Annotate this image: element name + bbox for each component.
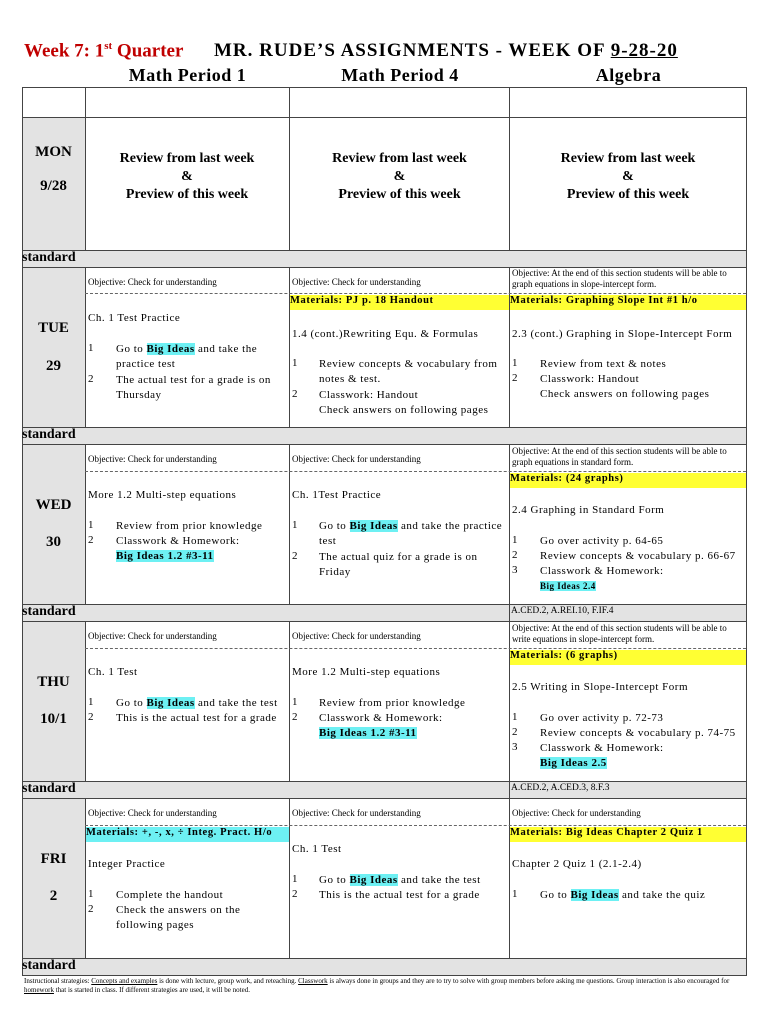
- objective-text: Objective: Check for understanding: [292, 631, 421, 641]
- standard-row: [22, 427, 747, 444]
- objective-text: Objective: Check for understanding: [88, 631, 217, 641]
- day-cell-thu: [22, 621, 85, 781]
- week-date: 9-28-20: [610, 40, 678, 61]
- materials-label: Materials: (6 graphs): [510, 650, 746, 665]
- assignment-item: Review concepts & vocabulary p. 66-67: [540, 550, 736, 562]
- day-date-wed: 30: [46, 534, 61, 550]
- column-header-algebra: Algebra: [595, 65, 662, 85]
- assignment-item: Check the answers on the following pages: [116, 904, 241, 931]
- assignment-item: Classwork & Homework: Big Ideas 1.2 #3-11: [116, 535, 240, 562]
- instructional-strategies-note: Instructional strategies: Concepts and examples is done with lecture, group work, and reteaching. Classwork is always done in groups and they are to try to solve with group members before asking me questions. Group interaction is also encouraged for homework that is started in class. If different strategies are used, it will be noted.: [24, 977, 730, 994]
- materials-label: Materials: Big Ideas Chapter 2 Quiz 1: [510, 827, 746, 842]
- day-name-fri: FRI: [40, 851, 67, 867]
- objective-text: Objective: Check for understanding: [88, 808, 217, 818]
- standard-row: [22, 958, 747, 975]
- day-date-tue: 29: [46, 358, 61, 374]
- standard-label: standard: [22, 958, 76, 973]
- standard-row: [22, 604, 747, 621]
- day-name-tue: TUE: [38, 320, 69, 336]
- quarter-label: Week 7: 1st Quarter: [24, 40, 184, 62]
- objective-text: Objective: At the end of this section students will be able to graph equations in standard form.: [512, 446, 727, 467]
- materials-label: Materials: Graphing Slope Int #1 h/o: [510, 295, 746, 310]
- day-cell-wed: [22, 444, 85, 604]
- monday-algebra: Review from last week & Preview of this week: [560, 151, 696, 202]
- lesson-title: Ch. 1 Test Practice: [88, 312, 181, 324]
- lesson-title: 2.5 Writing in Slope-Intercept Form: [512, 681, 689, 693]
- assignment-item: Review from text & notes: [540, 358, 667, 370]
- standard-row: [22, 781, 747, 798]
- assignment-item: Go over activity p. 64-65: [540, 535, 664, 547]
- day-name-thu: THU: [37, 674, 70, 690]
- lesson-title: 2.3 (cont.) Graphing in Slope-Intercept Form: [512, 328, 733, 340]
- assignment-item: Go to Big Ideas and take the test: [116, 697, 278, 709]
- objective-text: Objective: At the end of this section students will be able to write equations in slope-intercept form.: [512, 623, 727, 644]
- assignment-item: Classwork: Handout Check answers on following pages: [319, 389, 489, 416]
- assignment-item: Review from prior knowledge: [116, 520, 263, 532]
- assignment-item: This is the actual test for a grade: [319, 889, 480, 901]
- assignment-item: Go to Big Ideas and take the quiz: [540, 889, 706, 901]
- lesson-title: More 1.2 Multi-step equations: [292, 666, 441, 678]
- standard-label: standard: [22, 781, 76, 796]
- lesson-title: Chapter 2 Quiz 1 (2.1-2.4): [512, 858, 642, 870]
- materials-label: Materials: (24 graphs): [510, 473, 746, 488]
- monday-period1: Review from last week & Preview of this week: [119, 151, 255, 202]
- assignment-item: The actual quiz for a grade is on Friday: [319, 551, 478, 578]
- day-cell-tue: [22, 267, 85, 427]
- standard-label: standard: [22, 604, 76, 619]
- assignment-item: Review concepts & vocabulary from notes & test.: [319, 358, 498, 385]
- assignment-item: The actual test for a grade is on Thursday: [116, 374, 271, 401]
- objective-text: Objective: Check for understanding: [88, 454, 217, 464]
- day-date-thu: 10/1: [40, 711, 67, 727]
- objective-text: Objective: Check for understanding: [292, 808, 421, 818]
- assignment-item: Classwork: Handout Check answers on following pages: [540, 373, 710, 400]
- column-header-period1: Math Period 1: [128, 65, 247, 85]
- standards-wed-algebra: A.CED.2, A.REI.10, F.IF.4: [511, 606, 614, 616]
- standard-label: standard: [22, 427, 76, 442]
- assignment-title: MR. RUDE’S ASSIGNMENTS - WEEK OF 9-28-20: [214, 40, 678, 61]
- assignment-item: Classwork & Homework:: [540, 565, 664, 577]
- objective-text: Objective: Check for understanding: [512, 808, 641, 818]
- lesson-title: Integer Practice: [88, 858, 166, 870]
- assignment-item: Big Ideas 2.4: [540, 581, 596, 591]
- assignment-item: Go to Big Ideas and take the practice test: [116, 343, 258, 370]
- day-date-mon: 9/28: [40, 178, 67, 194]
- assignment-item: Complete the handout: [116, 889, 224, 901]
- materials-label: Materials: +, -, x, ÷ Integ. Pract. H/o: [86, 827, 289, 842]
- day-name-wed: WED: [35, 497, 72, 513]
- lesson-title: Ch. 1 Test: [292, 843, 342, 855]
- assignment-item: Go over activity p. 72-73: [540, 712, 664, 724]
- standard-row: [22, 250, 747, 267]
- lesson-title: 1.4 (cont.)Rewriting Equ. & Formulas: [292, 328, 479, 340]
- lesson-title: 2.4 Graphing in Standard Form: [512, 504, 665, 516]
- page-title: [24, 40, 754, 68]
- objective-text: Objective: Check for understanding: [292, 454, 421, 464]
- assignment-item: Classwork & Homework: Big Ideas 1.2 #3-11: [319, 712, 443, 739]
- assignment-item: Review from prior knowledge: [319, 697, 466, 709]
- assignment-item: This is the actual test for a grade: [116, 712, 277, 724]
- standard-label: standard: [22, 250, 76, 265]
- materials-label: Materials: PJ p. 18 Handout: [290, 295, 509, 310]
- objective-text: Objective: At the end of this section students will be able to graph equations in slope-intercept form.: [512, 268, 727, 289]
- objective-text: Objective: Check for understanding: [292, 277, 421, 287]
- assignment-item: Go to Big Ideas and take the test: [319, 874, 481, 886]
- standards-thu-algebra: A.CED.2, A.CED.3, 8.F.3: [511, 783, 610, 793]
- lesson-title: More 1.2 Multi-step equations: [88, 489, 237, 501]
- monday-period4: Review from last week & Preview of this week: [332, 151, 467, 202]
- objective-text: Objective: Check for understanding: [88, 277, 217, 287]
- lesson-title: Ch. 1Test Practice: [292, 489, 382, 501]
- day-cell-fri: [22, 798, 85, 958]
- day-date-fri: 2: [49, 888, 58, 904]
- column-header-period4: Math Period 4: [341, 65, 459, 85]
- assignment-item: Go to Big Ideas and take the practice test: [319, 520, 503, 547]
- day-name-mon: MON: [35, 144, 72, 160]
- assignment-item: Classwork & Homework: Big Ideas 2.5: [540, 742, 664, 769]
- assignment-item: Review concepts & vocabulary p. 74-75: [540, 727, 736, 739]
- lesson-title: Ch. 1 Test: [88, 666, 138, 678]
